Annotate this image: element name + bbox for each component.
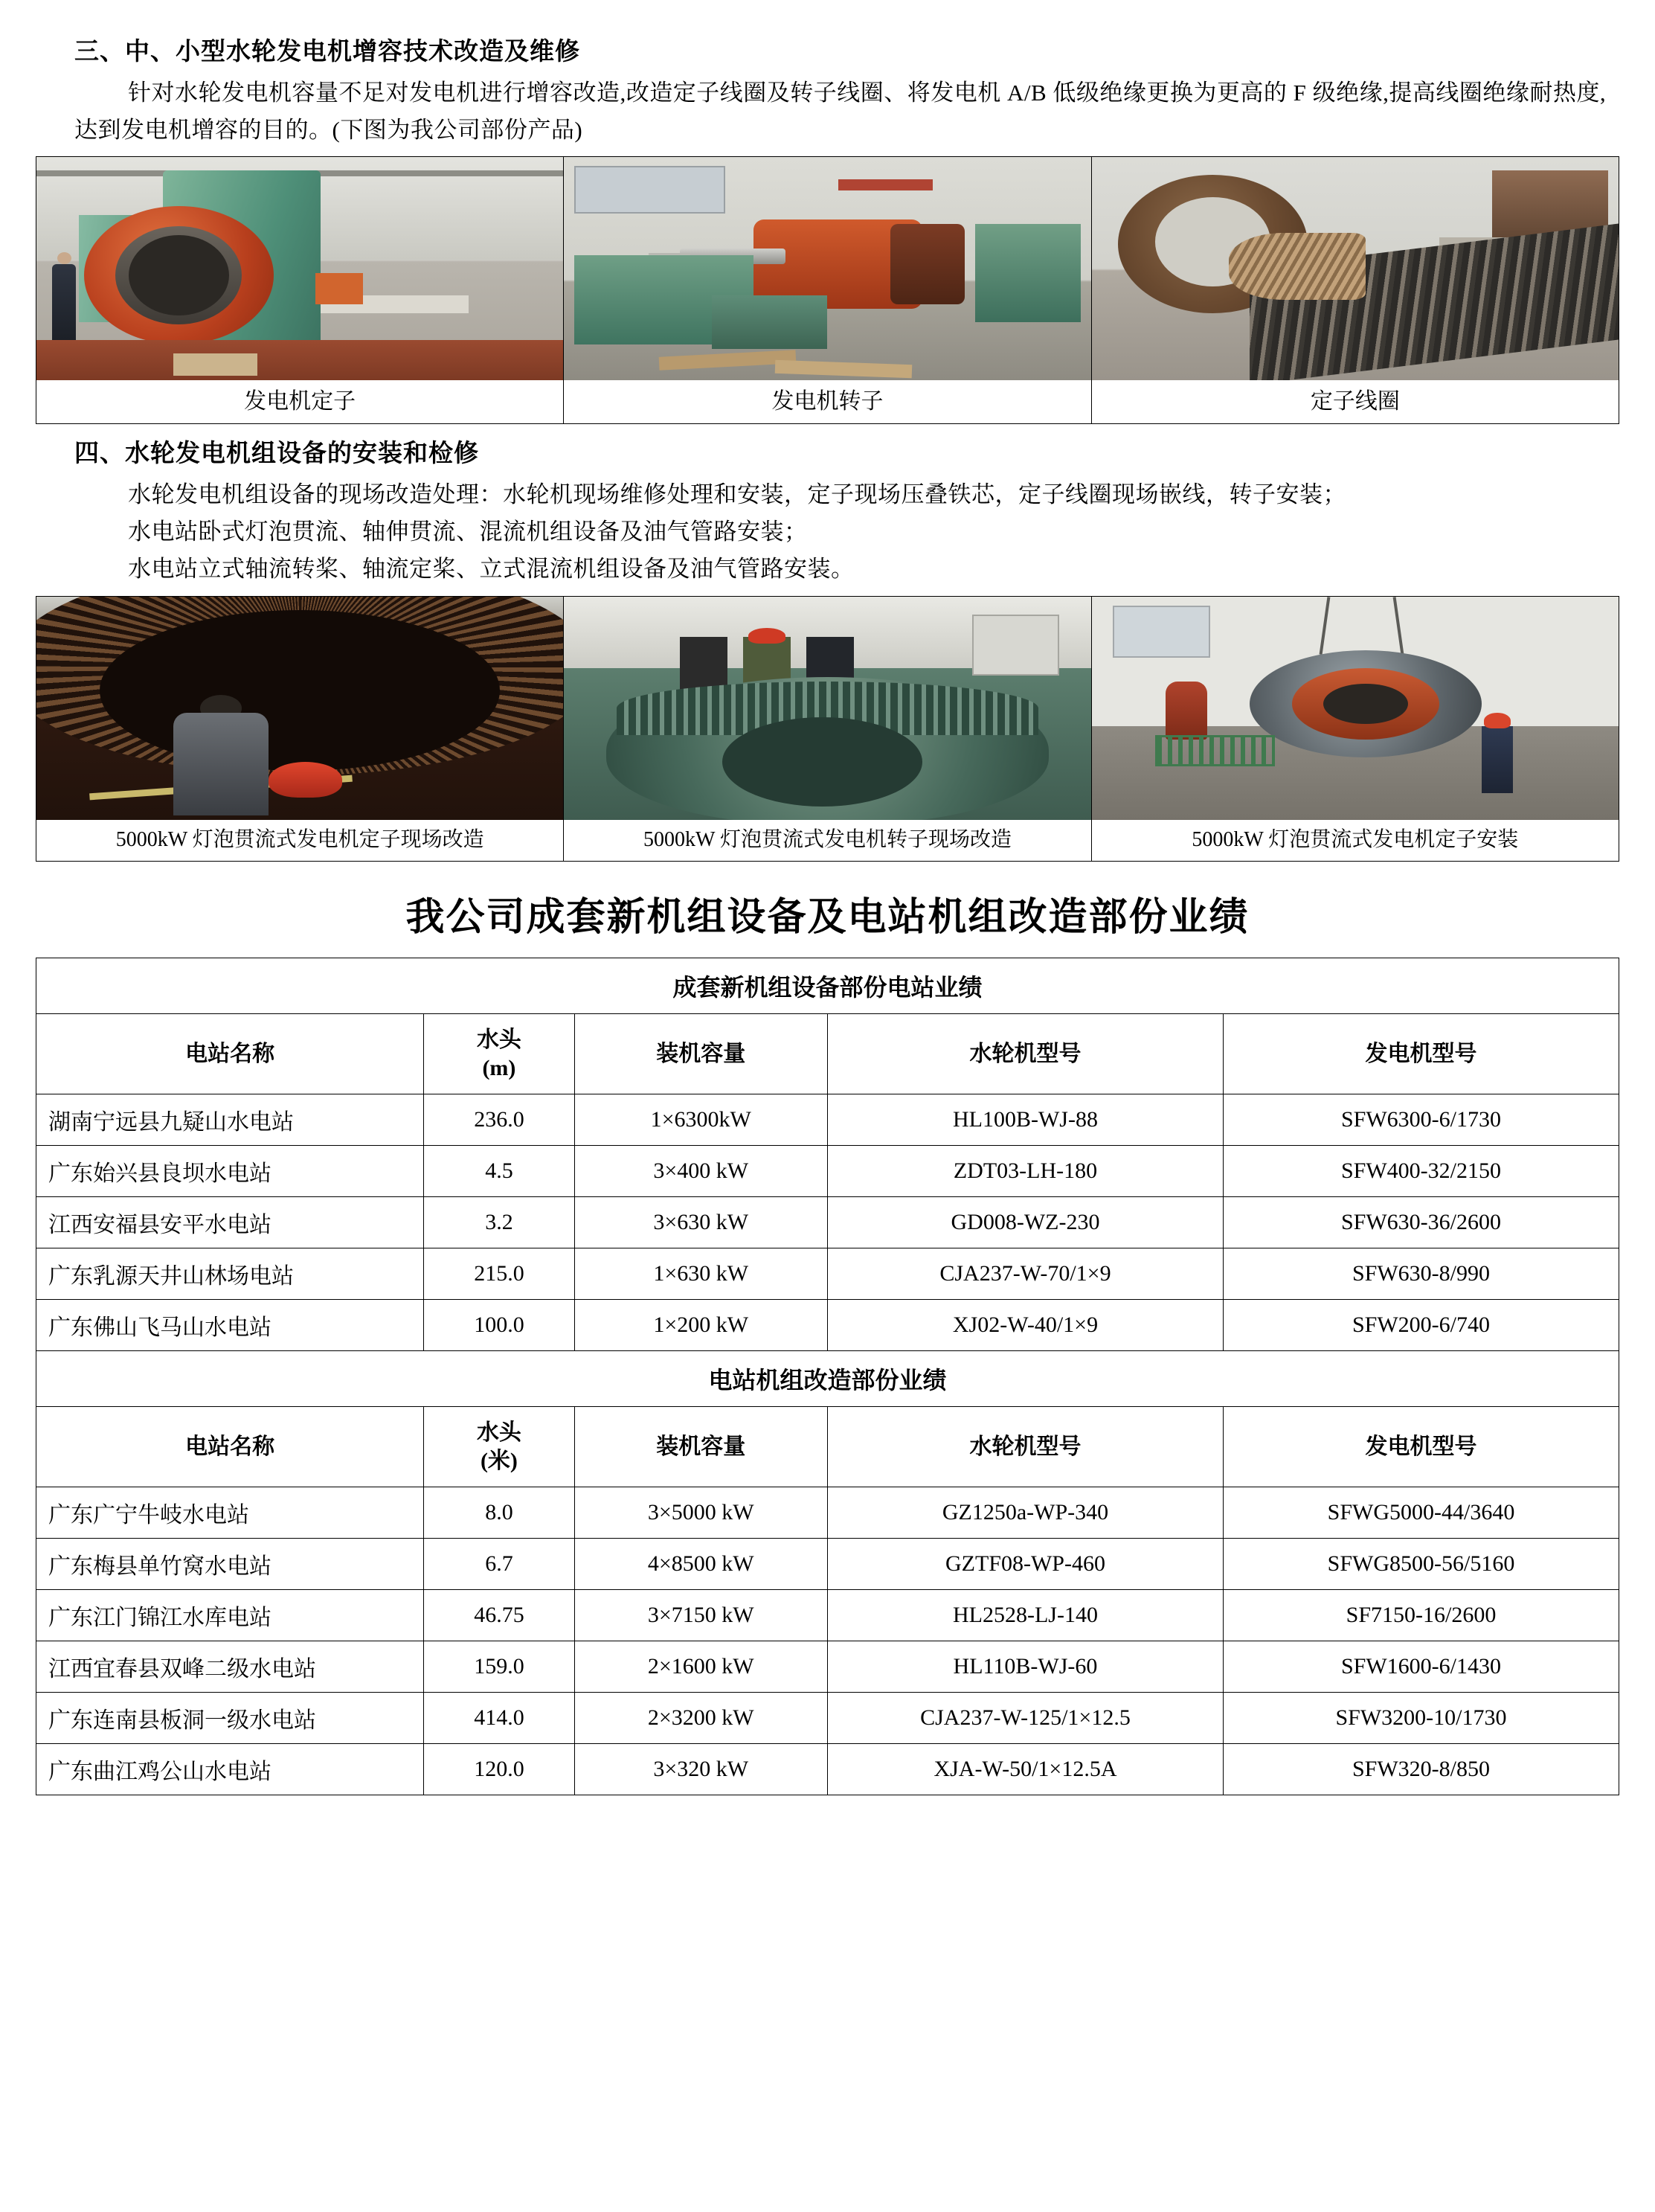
performance-title: 我公司成套新机组设备及电站机组改造部份业绩: [405, 896, 1250, 940]
cell-station-name: 广东广宁牛岐水电站: [36, 1487, 424, 1539]
cell-turbine-model: ZDT03-LH-180: [827, 1146, 1223, 1197]
caption-generator-rotor: 发电机转子: [771, 388, 884, 414]
cell-generator-model: SFW6300-6/1730: [1223, 1094, 1619, 1146]
cell-station-name: 广东曲江鸡公山水电站: [36, 1744, 424, 1795]
cell-head: 120.0: [424, 1744, 574, 1795]
cell-capacity: 2×3200 kW: [574, 1693, 827, 1744]
header-head-1: [424, 1014, 574, 1094]
header-head2-line2: (米): [480, 1448, 518, 1473]
section-three-photo-row: [36, 156, 1619, 425]
cell-generator-model: SFW400-32/2150: [1223, 1146, 1619, 1197]
photo-cell-stator-install: [1091, 596, 1619, 862]
header-capacity-2: 装机容量: [574, 1407, 827, 1487]
table-row: [36, 1248, 1619, 1300]
photo-cell-stator-retrofit: [36, 596, 564, 862]
cell-turbine-model: CJA237-W-125/1×12.5: [827, 1693, 1223, 1744]
cell-capacity: 1×630 kW: [574, 1248, 827, 1300]
cell-station-name: 湖南宁远县九疑山水电站: [36, 1094, 424, 1146]
header-head2-line1: 水头: [476, 1420, 521, 1446]
header-generator-model-2: 发电机型号: [1223, 1407, 1619, 1487]
cell-capacity: 3×630 kW: [574, 1197, 827, 1248]
cell-generator-model: SFW320-8/850: [1223, 1744, 1619, 1795]
cell-generator-model: SFW200-6/740: [1223, 1300, 1619, 1351]
cell-turbine-model: HL2528-LJ-140: [827, 1590, 1223, 1641]
cell-turbine-model: HL100B-WJ-88: [827, 1094, 1223, 1146]
cell-generator-model: SFW3200-10/1730: [1223, 1693, 1619, 1744]
cell-station-name: 江西宜春县双峰二级水电站: [36, 1641, 424, 1693]
table-header-row-2: [36, 1407, 1619, 1487]
header-turbine-model-1: 水轮机型号: [827, 1014, 1223, 1094]
cell-generator-model: SFW630-36/2600: [1223, 1197, 1619, 1248]
section-four-heading: 四、水轮发电机组设备的安装和检修: [74, 439, 479, 467]
table-row: [36, 1641, 1619, 1693]
cell-head: 6.7: [424, 1539, 574, 1590]
cell-generator-model: SFWG8500-56/5160: [1223, 1539, 1619, 1590]
cell-turbine-model: XJ02-W-40/1×9: [827, 1300, 1223, 1351]
photo-cell-generator-rotor: [564, 156, 1091, 424]
cell-generator-model: SFW1600-6/1430: [1223, 1641, 1619, 1693]
cell-turbine-model: GZ1250a-WP-340: [827, 1487, 1223, 1539]
photo-bulb-turbine-stator-retrofit: [36, 597, 563, 820]
header-head-2: [424, 1407, 574, 1487]
cell-head: 4.5: [424, 1146, 574, 1197]
cell-head: 3.2: [424, 1197, 574, 1248]
cell-head: 8.0: [424, 1487, 574, 1539]
cell-head: 414.0: [424, 1693, 574, 1744]
section-four-paragraph-2: 水电站卧式灯泡贯流、轴伸贯流、混流机组设备及油气管路安装；: [128, 519, 808, 545]
table-band-row-1: [36, 958, 1619, 1014]
cell-station-name: 江西安福县安平水电站: [36, 1197, 424, 1248]
table-row: [36, 1693, 1619, 1744]
cell-capacity: 3×400 kW: [574, 1146, 827, 1197]
cell-station-name: 广东连南县板洞一级水电站: [36, 1693, 424, 1744]
cell-station-name: 广东江门锦江水库电站: [36, 1590, 424, 1641]
section-three-heading: 三、中、小型水轮发电机增容技术改造及维修: [74, 37, 580, 65]
table-row: [36, 1300, 1619, 1351]
cell-generator-model: SF7150-16/2600: [1223, 1590, 1619, 1641]
photo-cell-stator-coil: [1091, 156, 1619, 424]
cell-head: 159.0: [424, 1641, 574, 1693]
cell-station-name: 广东乳源天井山林场电站: [36, 1248, 424, 1300]
table-header-row-1: [36, 1014, 1619, 1094]
band-new-units: 成套新机组设备部份电站业绩: [36, 958, 1619, 1014]
caption-rotor-retrofit: 5000kW 灯泡贯流式发电机转子现场改造: [643, 827, 1012, 851]
photo-generator-rotor: [564, 157, 1090, 380]
cell-generator-model: SFW630-8/990: [1223, 1248, 1619, 1300]
table-row: [36, 1197, 1619, 1248]
cell-capacity: 2×1600 kW: [574, 1641, 827, 1693]
caption-stator-retrofit: 5000kW 灯泡贯流式发电机定子现场改造: [115, 827, 484, 851]
table-row: [36, 1590, 1619, 1641]
caption-generator-stator: 发电机定子: [244, 388, 356, 414]
caption-stator-install: 5000kW 灯泡贯流式发电机定子安装: [1192, 827, 1519, 851]
cell-turbine-model: XJA-W-50/1×12.5A: [827, 1744, 1223, 1795]
cell-station-name: 广东佛山飞马山水电站: [36, 1300, 424, 1351]
table-row: [36, 1094, 1619, 1146]
header-station-name-1: 电站名称: [36, 1014, 424, 1094]
cell-station-name: 广东梅县单竹窝水电站: [36, 1539, 424, 1590]
caption-stator-coil: 定子线圈: [1310, 388, 1400, 414]
cell-turbine-model: HL110B-WJ-60: [827, 1641, 1223, 1693]
photo-cell-rotor-retrofit: [564, 596, 1091, 862]
table-row: [36, 1744, 1619, 1795]
section-four: [36, 435, 1619, 862]
header-station-name-2: 电站名称: [36, 1407, 424, 1487]
photo-stator-coil: [1092, 157, 1619, 380]
cell-generator-model: SFWG5000-44/3640: [1223, 1487, 1619, 1539]
cell-head: 46.75: [424, 1590, 574, 1641]
cell-capacity: 3×320 kW: [574, 1744, 827, 1795]
cell-head: 215.0: [424, 1248, 574, 1300]
cell-capacity: 4×8500 kW: [574, 1539, 827, 1590]
cell-capacity: 3×5000 kW: [574, 1487, 827, 1539]
cell-turbine-model: GZTF08-WP-460: [827, 1539, 1223, 1590]
cell-turbine-model: GD008-WZ-230: [827, 1197, 1223, 1248]
section-four-photo-row: [36, 596, 1619, 862]
cell-head: 236.0: [424, 1094, 574, 1146]
cell-turbine-model: CJA237-W-70/1×9: [827, 1248, 1223, 1300]
cell-station-name: 广东始兴县良坝水电站: [36, 1146, 424, 1197]
table-band-row-2: [36, 1351, 1619, 1407]
header-head-line2: (m): [482, 1055, 516, 1080]
header-head-line1: 水头: [476, 1028, 521, 1053]
table-row: [36, 1487, 1619, 1539]
section-three-paragraph: 针对水轮发电机容量不足对发电机进行增容改造,改造定子线圈及转子线圈、将发电机 A/B 低级绝缘更换为更高的 F 级绝缘,提高线圈绝缘耐热度,达到发电机增容的目的。(下图为我公司部份产品): [74, 79, 1607, 143]
header-capacity-1: 装机容量: [574, 1014, 827, 1094]
cell-capacity: 1×200 kW: [574, 1300, 827, 1351]
cell-head: 100.0: [424, 1300, 574, 1351]
section-four-paragraph-3: 水电站立式轴流转桨、轴流定桨、立式混流机组设备及油气管路安装。: [128, 556, 855, 583]
photo-cell-generator-stator: [36, 156, 564, 424]
table-row: [36, 1539, 1619, 1590]
section-three: [36, 33, 1619, 424]
performance-table: [36, 958, 1619, 1795]
photo-bulb-turbine-rotor-retrofit: [564, 597, 1090, 820]
cell-capacity: 1×6300kW: [574, 1094, 827, 1146]
band-retrofit-units: 电站机组改造部份业绩: [36, 1351, 1619, 1407]
table-row: [36, 1146, 1619, 1197]
section-four-paragraph-1: 水轮发电机组设备的现场改造处理：水轮机现场维修处理和安装，定子现场压叠铁芯，定子线圈现场嵌线，转子安装；: [128, 481, 1346, 507]
photo-bulb-turbine-stator-install: [1092, 597, 1619, 820]
header-generator-model-1: 发电机型号: [1223, 1014, 1619, 1094]
header-turbine-model-2: 水轮机型号: [827, 1407, 1223, 1487]
photo-generator-stator: [36, 157, 563, 380]
cell-capacity: 3×7150 kW: [574, 1590, 827, 1641]
